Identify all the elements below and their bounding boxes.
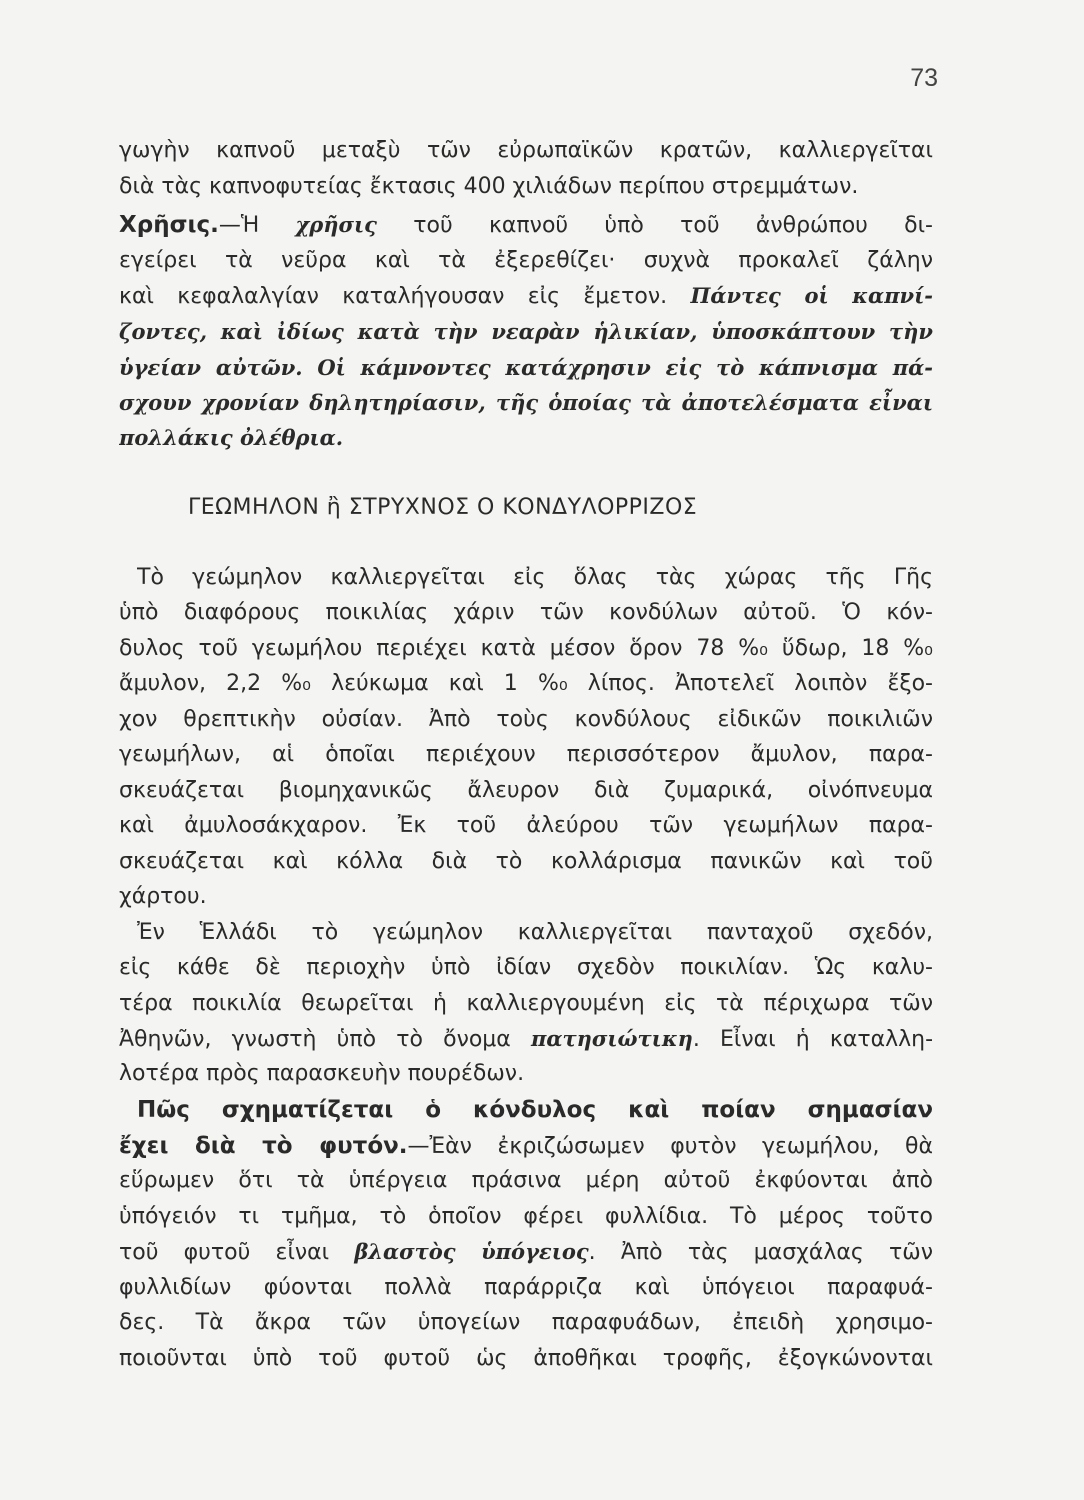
text-run: . Εἶναι ἡ καταλλη-: [692, 1027, 933, 1052]
text-run: Ἀθηνῶν, γνωστὴ ὑπὸ τὸ ὄνομα: [119, 1027, 531, 1052]
text-line: σκευάζεται βιομηχανικῶς ἄλευρον διὰ ζυμαρικά, οἰνόπνευμα: [119, 778, 933, 803]
italic-term: βλαστὸς ὑπόγειος: [354, 1239, 589, 1264]
italic-term: χρῆσις: [295, 212, 377, 237]
text-line: διὰ τὰς καπνοφυτείας ἔκτασις 400 χιλιάδων περίπου στρεμμάτων.: [119, 174, 859, 199]
text-line: ἄμυλον, 2,2 %₀ λεύκωμα καὶ 1 %₀ λίπος. Ἀποτελεῖ λοιπὸν ἔξο-: [119, 671, 933, 696]
text-line: λοτέρα πρὸς παρασκευὴν πουρέδων.: [119, 1061, 525, 1086]
text-line: Τὸ γεώμηλον καλλιεργεῖται εἰς ὅλας τὰς χώρας τῆς Γῆς: [137, 565, 933, 590]
text-line: χάρτου.: [119, 884, 207, 909]
section-heading-use: Χρῆσις.: [119, 212, 219, 238]
text-line: [119, 281, 933, 312]
text-line: γωγὴν καπνοῦ μεταξὺ τῶν εὐρωπαϊκῶν κρατῶν, καλλιεργεῖται: [119, 138, 933, 163]
italic-line: ὑγείαν αὐτῶν. Οἱ κάμνοντες κατάχρησιν εἰς τὸ κάπνισμα πά-: [119, 355, 933, 380]
italic-line: πολλάκις ὀλέθρια.: [119, 425, 344, 450]
text-line: δυλος τοῦ γεωμήλου περιέχει κατὰ μέσον ὅρον 78 %₀ ὕδωρ, 18 %₀: [119, 636, 933, 661]
text-line: εἰς κάθε δὲ περιοχὴν ὑπὸ ἰδίαν σχεδὸν ποικιλίαν. Ὡς καλυ-: [119, 955, 933, 980]
text-line: γεωμήλων, αἱ ὁποῖαι περιέχουν περισσότερον ἄμυλον, παρα-: [119, 742, 933, 767]
text-line: ὑπόγειόν τι τμῆμα, τὸ ὁποῖον φέρει φυλλίδια. Τὸ μέρος τοῦτο: [119, 1204, 933, 1229]
text-line: [119, 1237, 933, 1268]
text-line: εγείρει τὰ νεῦρα καὶ τὰ ἐξερεθίζει· συχνὰ προκαλεῖ ζάλην: [119, 248, 933, 273]
italic-line: σχουν χρονίαν δηλητηρίασιν, τῆς ὁποίας τὰ ἀποτελέσματα εἶναι: [119, 390, 933, 415]
page-number: 73: [910, 64, 938, 92]
text-line: [119, 1131, 933, 1162]
text-run: τοῦ καπνοῦ ὑπὸ τοῦ ἀνθρώπου δι-: [376, 213, 933, 238]
text-run: τοῦ φυτοῦ εἶναι: [119, 1240, 355, 1265]
section-heading-tuber-cont: ἔχει διὰ τὸ φυτόν.: [119, 1133, 408, 1159]
italic-line: ζοντες, καὶ ἰδίως κατὰ τὴν νεαρὰν ἡλικίαν, ὑποσκάπτουν τὴν: [119, 319, 933, 344]
italic-term: πατησιώτικη: [530, 1026, 693, 1051]
text-run: —Ἐὰν ἐκριζώσωμεν φυτὸν γεωμήλου, θὰ: [407, 1134, 933, 1159]
text-line: καὶ ἀμυλοσάκχαρον. Ἐκ τοῦ ἀλεύρου τῶν γεωμήλων παρα-: [119, 813, 933, 838]
italic-text: Πάντες οἱ καπνί-: [690, 283, 933, 308]
text-line: [119, 210, 933, 241]
text-line: εὕρωμεν ὅτι τὰ ὑπέργεια πράσινα μέρη αὐτοῦ ἐκφύονται ἀπὸ: [119, 1168, 933, 1193]
text-line: σκευάζεται καὶ κόλλα διὰ τὸ κολλάρισμα πανικῶν καὶ τοῦ: [119, 849, 933, 874]
text-run: . Ἀπὸ τὰς μασχάλας τῶν: [588, 1240, 933, 1265]
text-line: ὑπὸ διαφόρους ποικιλίας χάριν τῶν κονδύλων αὐτοῦ. Ὁ κόν-: [119, 600, 933, 625]
text-line: [119, 1024, 933, 1055]
section-title: ΓΕΩΜΗΛΟΝ ἢ ΣΤΡΥΧΝΟΣ Ο ΚΟΝΔΥΛΟΡΡΙΖΟΣ: [188, 495, 698, 520]
text-run: καὶ κεφαλαλγίαν καταλήγουσαν εἰς ἔμετον.: [119, 284, 691, 309]
section-heading-tuber: Πῶς σχηματίζεται ὁ κόνδυλος καὶ ποίαν σημασίαν: [137, 1097, 933, 1123]
text-line: ποιοῦνται ὑπὸ τοῦ φυτοῦ ὡς ἀποθῆκαι τροφῆς, ἐξογκώνονται: [119, 1346, 933, 1371]
text-line: χον θρεπτικὴν οὐσίαν. Ἀπὸ τοὺς κονδύλους εἰδικῶν ποικιλιῶν: [119, 707, 933, 732]
text-line: φυλλιδίων φύονται πολλὰ παράρριζα καὶ ὑπόγειοι παραφυά-: [119, 1275, 933, 1300]
text-line: Ἐν Ἑλλάδι τὸ γεώμηλον καλλιεργεῖται πανταχοῦ σχεδόν,: [137, 920, 933, 945]
text-run: —Ἡ: [218, 213, 296, 238]
text-line: τέρα ποικιλία θεωρεῖται ἡ καλλιεργουμένη εἰς τὰ πέριχωρα τῶν: [119, 991, 933, 1016]
text-line: δες. Τὰ ἄκρα τῶν ὑπογείων παραφυάδων, ἐπειδὴ χρησιμο-: [119, 1310, 933, 1335]
